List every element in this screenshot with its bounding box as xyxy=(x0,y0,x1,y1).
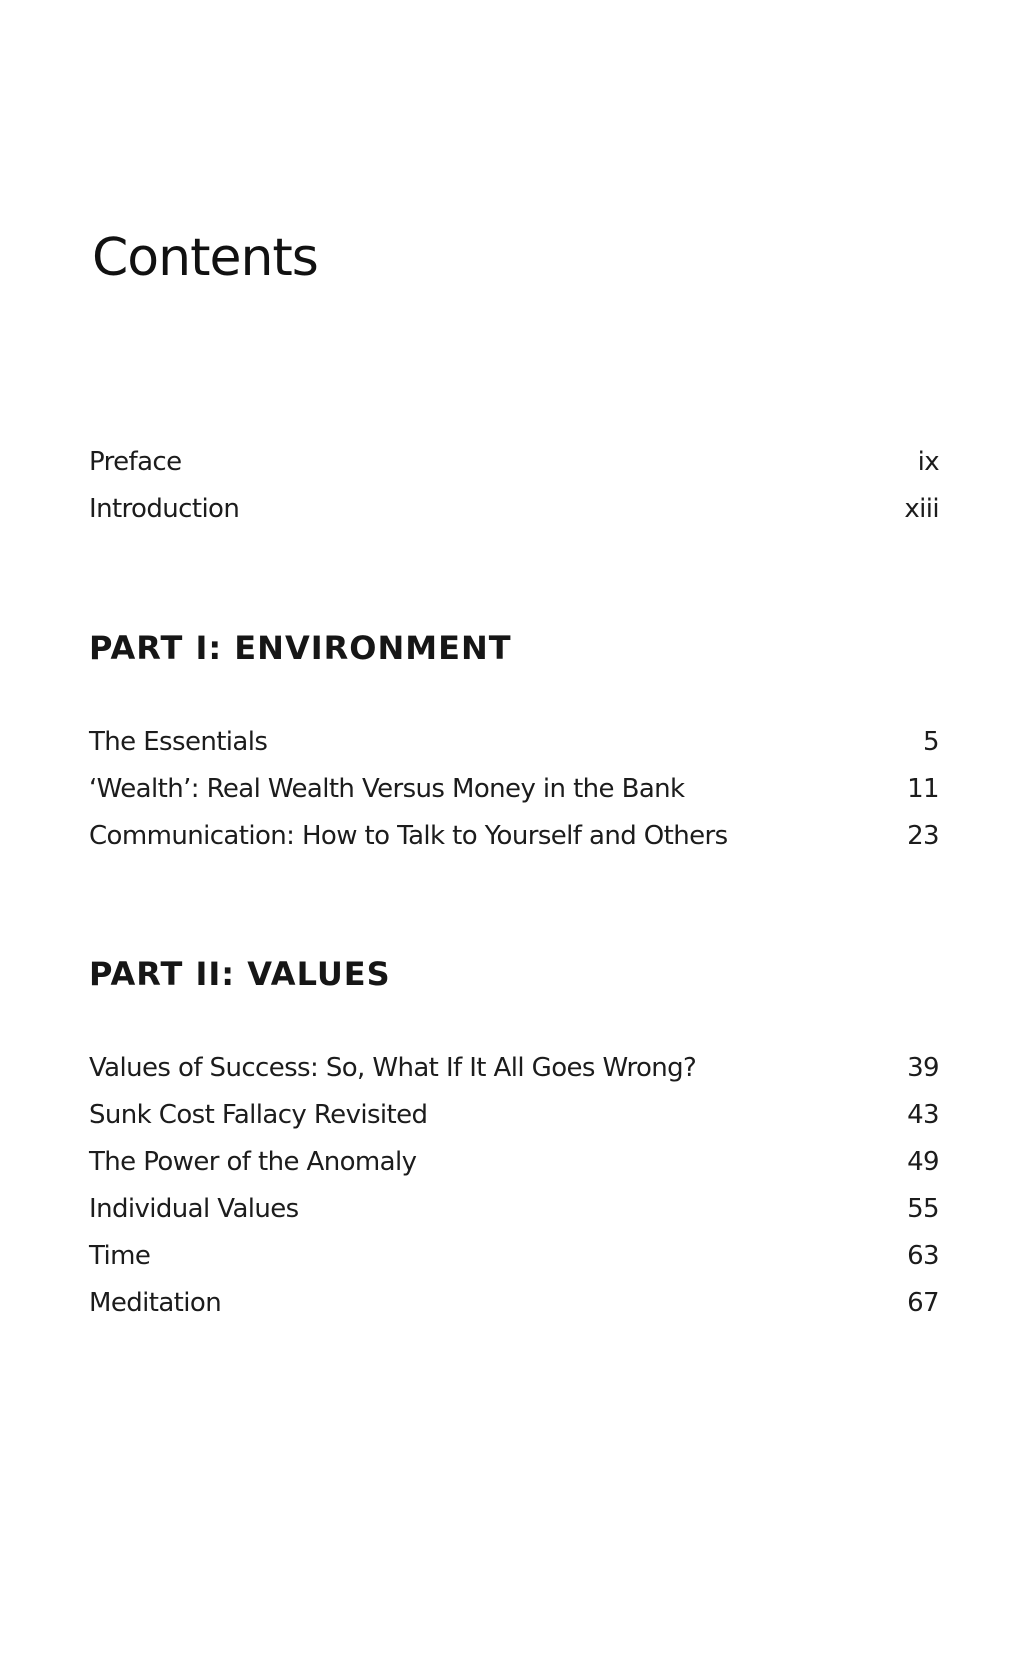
part-1-section xyxy=(89,727,939,868)
toc-entry-page: ix xyxy=(917,447,939,477)
part-2-list xyxy=(89,1053,939,1335)
toc-entry-wealth[interactable] xyxy=(89,774,939,821)
toc-entry-page: 43 xyxy=(907,1100,939,1130)
toc-entry-page: 11 xyxy=(907,774,939,804)
toc-entry-sunk-cost[interactable] xyxy=(89,1100,939,1147)
front-matter-list xyxy=(89,447,939,541)
page-title: Contents xyxy=(92,228,318,288)
toc-entry-page: 63 xyxy=(907,1241,939,1271)
toc-entry-title: Sunk Cost Fallacy Revisited xyxy=(89,1100,428,1130)
toc-entry-page: 55 xyxy=(907,1194,939,1224)
part-2-header xyxy=(89,955,939,993)
toc-entry-page: 49 xyxy=(907,1147,939,1177)
toc-entry-title: Time xyxy=(89,1241,151,1271)
toc-entry-values-of-success[interactable] xyxy=(89,1053,939,1100)
front-matter-section xyxy=(89,447,939,541)
part-2-heading: PART II: VALUES xyxy=(89,955,391,993)
toc-entry-title: Introduction xyxy=(89,494,240,524)
toc-entry-title: Preface xyxy=(89,447,182,477)
toc-entry-title: Individual Values xyxy=(89,1194,299,1224)
toc-entry-page: 5 xyxy=(923,727,939,757)
part-1-list xyxy=(89,727,939,868)
toc-entry-title: ‘Wealth’: Real Wealth Versus Money in the Bank xyxy=(89,774,685,804)
toc-entry-power-of-anomaly[interactable] xyxy=(89,1147,939,1194)
toc-entry-the-essentials[interactable] xyxy=(89,727,939,774)
toc-entry-title: The Power of the Anomaly xyxy=(89,1147,417,1177)
part-1-header xyxy=(89,629,939,667)
toc-entry-title: Values of Success: So, What If It All Goes Wrong? xyxy=(89,1053,697,1083)
toc-entry-title: The Essentials xyxy=(89,727,268,757)
toc-entry-page: 67 xyxy=(907,1288,939,1318)
toc-entry-preface[interactable] xyxy=(89,447,939,494)
toc-entry-page: 23 xyxy=(907,821,939,851)
part-1-heading: PART I: ENVIRONMENT xyxy=(89,629,512,667)
part-2-section xyxy=(89,1053,939,1335)
toc-entry-communication[interactable] xyxy=(89,821,939,868)
toc-entry-meditation[interactable] xyxy=(89,1288,939,1335)
toc-entry-individual-values[interactable] xyxy=(89,1194,939,1241)
toc-entry-introduction[interactable] xyxy=(89,494,939,541)
toc-entry-page: 39 xyxy=(907,1053,939,1083)
toc-entry-title: Meditation xyxy=(89,1288,222,1318)
toc-entry-time[interactable] xyxy=(89,1241,939,1288)
toc-entry-title: Communication: How to Talk to Yourself and Others xyxy=(89,821,728,851)
toc-entry-page: xiii xyxy=(904,494,939,524)
